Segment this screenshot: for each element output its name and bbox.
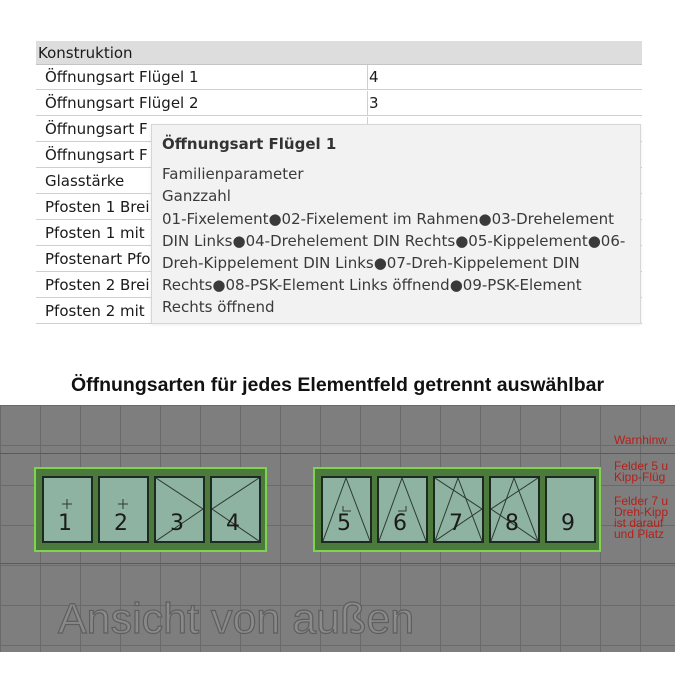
warning-text: Warnhinw (614, 433, 667, 447)
window-pane[interactable] (210, 476, 261, 543)
property-row[interactable] (36, 65, 642, 90)
property-name: Glasstärke (45, 172, 125, 190)
property-name: Öffnungsart Flügel 2 (45, 94, 199, 112)
window-pane[interactable] (42, 476, 93, 543)
pane-number: 8 (505, 511, 519, 536)
window-element-left[interactable] (34, 467, 267, 552)
property-name: Pfosten 1 mit (45, 224, 145, 242)
window-pane[interactable] (545, 476, 596, 543)
tooltip-description: 01-Fixelement●02-Fixelement im Rahmen●03-Drehelement DIN Links●04-Drehelement DIN Rechts●05-Kippelement●06-Dreh-Kippelement DIN Links●07-Dreh-Kippelement DIN Rechts●08-PSK-Element Links öffnend●09-PSK-Element Rechts öffnend (162, 210, 626, 316)
window-pane[interactable] (377, 476, 428, 543)
group-header-konstruktion[interactable]: Konstruktion (36, 41, 642, 65)
warning-text: Dreh-Kipp (614, 505, 669, 519)
warning-text: Kipp-Flüg (614, 470, 666, 484)
property-value-field[interactable]: 4 (367, 65, 642, 89)
window-pane[interactable] (98, 476, 149, 543)
window-pane[interactable] (321, 476, 372, 543)
parameter-tooltip (151, 124, 641, 324)
property-name: Pfosten 1 Brei (45, 198, 150, 216)
pane-number: 4 (226, 511, 240, 536)
property-name: Öffnungsart F (45, 120, 148, 138)
pane-number: 6 (393, 511, 407, 536)
tooltip-title: Öffnungsart Flügel 1 (162, 135, 337, 153)
window-pane[interactable] (489, 476, 540, 543)
property-name: Pfosten 2 mit (45, 302, 145, 320)
property-name: Öffnungsart Flügel 1 (45, 68, 199, 86)
pane-number: 3 (170, 511, 184, 536)
warning-text: und Platz (614, 527, 665, 541)
tooltip-parameter-type: Familienparameter (162, 165, 304, 183)
grid-line (0, 563, 675, 564)
grid-line (0, 453, 675, 454)
property-name: Pfostenart Pfo (45, 250, 151, 268)
pane-number: 7 (449, 511, 463, 536)
property-value-field[interactable]: 3 (367, 91, 642, 115)
warning-text: Felder 7 u (614, 494, 669, 508)
warning-text: ist darauf (614, 516, 664, 530)
pane-number: 9 (561, 511, 575, 536)
window-pane[interactable] (433, 476, 484, 543)
cad-elevation-view[interactable] (0, 405, 675, 652)
window-pane[interactable] (154, 476, 205, 543)
property-row[interactable] (36, 91, 642, 116)
pane-number: 1 (58, 511, 72, 536)
window-element-right[interactable] (313, 467, 601, 552)
warning-text: Felder 5 u (614, 459, 669, 473)
property-name: Öffnungsart F (45, 146, 148, 164)
view-label: Ansicht von außen (58, 595, 415, 643)
pane-number: 2 (114, 511, 128, 536)
tooltip-data-type: Ganzzahl (162, 187, 231, 205)
pane-number: 5 (337, 511, 351, 536)
property-name: Pfosten 2 Brei (45, 276, 150, 294)
caption-heading: Öffnungsarten für jedes Elementfeld getrennt auswählbar (70, 374, 605, 396)
